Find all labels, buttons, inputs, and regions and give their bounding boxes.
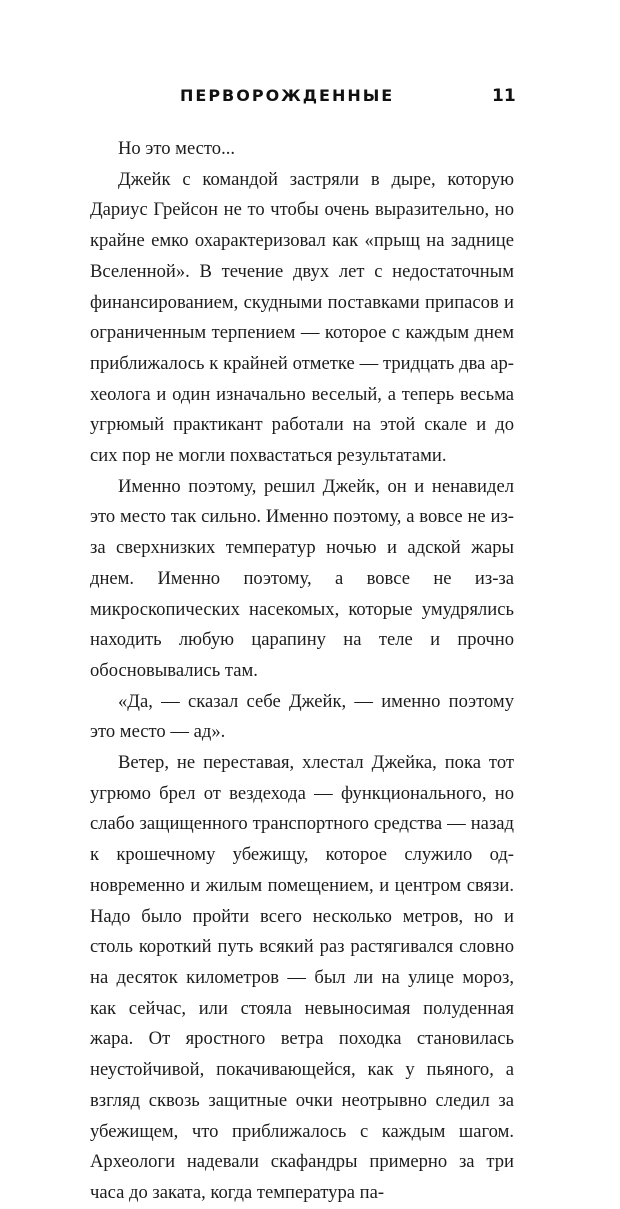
paragraph: Но это место... xyxy=(118,138,236,159)
paragraph: Джейк с командой застряли в дыре, которую Дариус Грейсон не то чтобы очень выразительно, но крайне емко охарактеризовал как «прыщ на заднице Вселенной». В течение двух лет с недостаточным финансированием, скудными поставками припасов и ограниченным терпением — которое с каждым днем приближалось к крайней отметке — тридцать два археолога и один изначально веселый, а теперь весьма угрюмый практикант работали на этой скале и до сих пор не могли похвастаться результатами. xyxy=(90,168,514,467)
running-title: ПЕРВОРОЖДЕННЫЕ xyxy=(180,86,395,105)
paragraph: «Да, — сказал себе Джейк, — именно поэтому это место — ад». xyxy=(90,690,514,743)
paragraph: Именно поэтому, решил Джейк, он и ненавидел это место так сильно. Именно поэтому, а вовсе не из-за сверхнизких температур ночью и адской жары днем. Именно поэтому, а вовсе не из-за микроскопических насекомых, которые умудрялись находить любую царапину на теле и прочно обосновывались там. xyxy=(90,475,514,681)
page-number: 11 xyxy=(492,86,516,106)
body-text xyxy=(90,134,514,1209)
paragraph: Ветер, не переставая, хлестал Джейка, пока тот угрюмо брел от вездехода — функционального, но слабо защищенного транспортного средства — назад к крошечному убежищу, которое служило одновременно и жилым помещением, и центром связи. Надо было пройти всего несколько метров, но и столь короткий путь всякий раз растягивался словно на десяток километров — был ли на улице мороз, как сейчас, или стояла невыносимая полуденная жара. От яростного ветра походка становилась неустойчивой, покачивающейся, как у пьяного, а взгляд сквозь защитные очки неотрывно следил за убежищем, что приближалось с каждым шагом. Археологи надевали скафандры примерно за три часа до заката, когда температура па- xyxy=(90,752,514,1203)
